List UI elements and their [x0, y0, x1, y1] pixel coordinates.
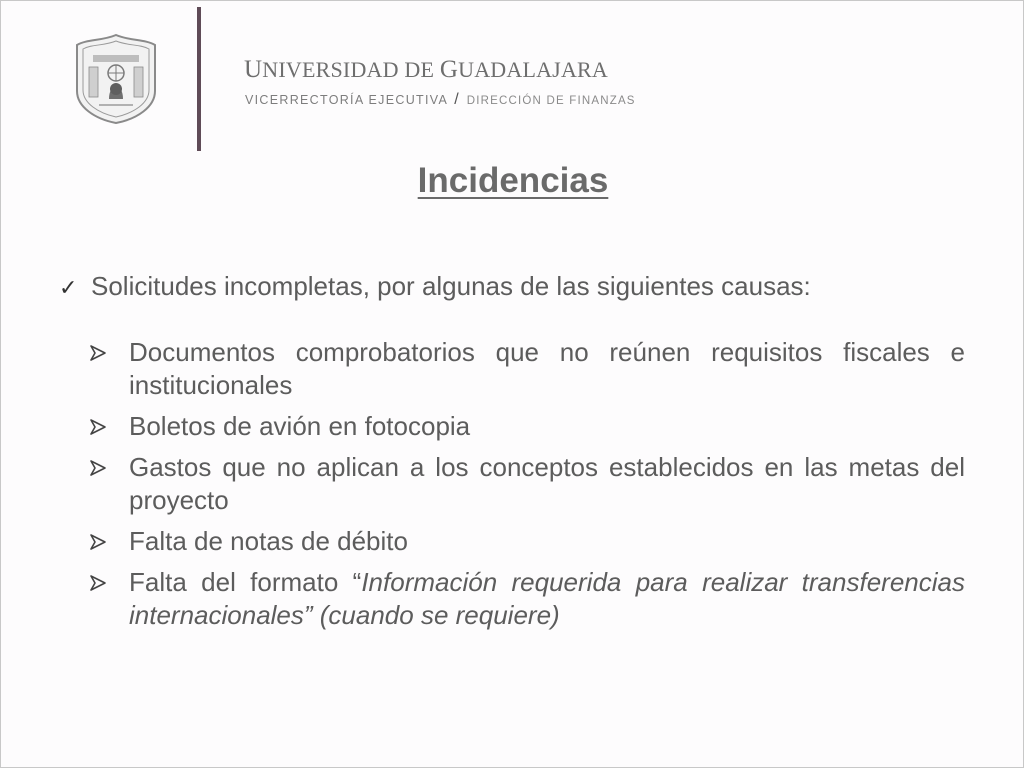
checkmark-icon: ✓ — [59, 275, 78, 300]
slide-title: Incidencias — [417, 161, 609, 200]
list-item-text: Documentos comprobatorios que no reúnen requisitos fiscales e institucionales — [129, 337, 965, 400]
arrow-bullet-icon — [89, 344, 107, 362]
list-item — [89, 566, 965, 632]
list-item-text: Boletos de avión en fotocopia — [129, 411, 471, 441]
vicerrectoria-label: VICERRECTORÍA EJECUTIVA — [245, 93, 448, 107]
arrow-bullet-icon — [89, 533, 107, 551]
list-item — [89, 525, 965, 558]
lead-text: Solicitudes incompletas, por algunas de las siguientes causas: — [91, 271, 811, 301]
list-item — [89, 410, 965, 443]
causes-list — [89, 336, 965, 640]
lead-bullet — [59, 271, 811, 302]
header-subtitle — [245, 91, 636, 109]
list-item-text-prefix: Falta del formato “ — [129, 567, 362, 597]
arrow-bullet-icon — [89, 574, 107, 592]
list-item-text: Falta de notas de débito — [129, 526, 408, 556]
arrow-bullet-icon — [89, 418, 107, 436]
subtitle-slash: / — [454, 91, 460, 108]
list-item-text-italic: Información requerida para realizar transferencias internacionales” (cuando se requiere) — [129, 567, 965, 630]
header-divider — [197, 7, 201, 151]
direccion-label: DIRECCIÓN DE FINANZAS — [466, 95, 636, 107]
arrow-bullet-icon — [89, 459, 107, 477]
list-item-text: Gastos que no aplican a los conceptos establecidos en las metas del proyecto — [129, 452, 965, 515]
list-item — [89, 451, 965, 517]
list-item — [89, 336, 965, 402]
university-name: UNIVERSIDAD DE GUADALAJARA — [244, 56, 608, 83]
university-seal-logo — [75, 33, 157, 125]
